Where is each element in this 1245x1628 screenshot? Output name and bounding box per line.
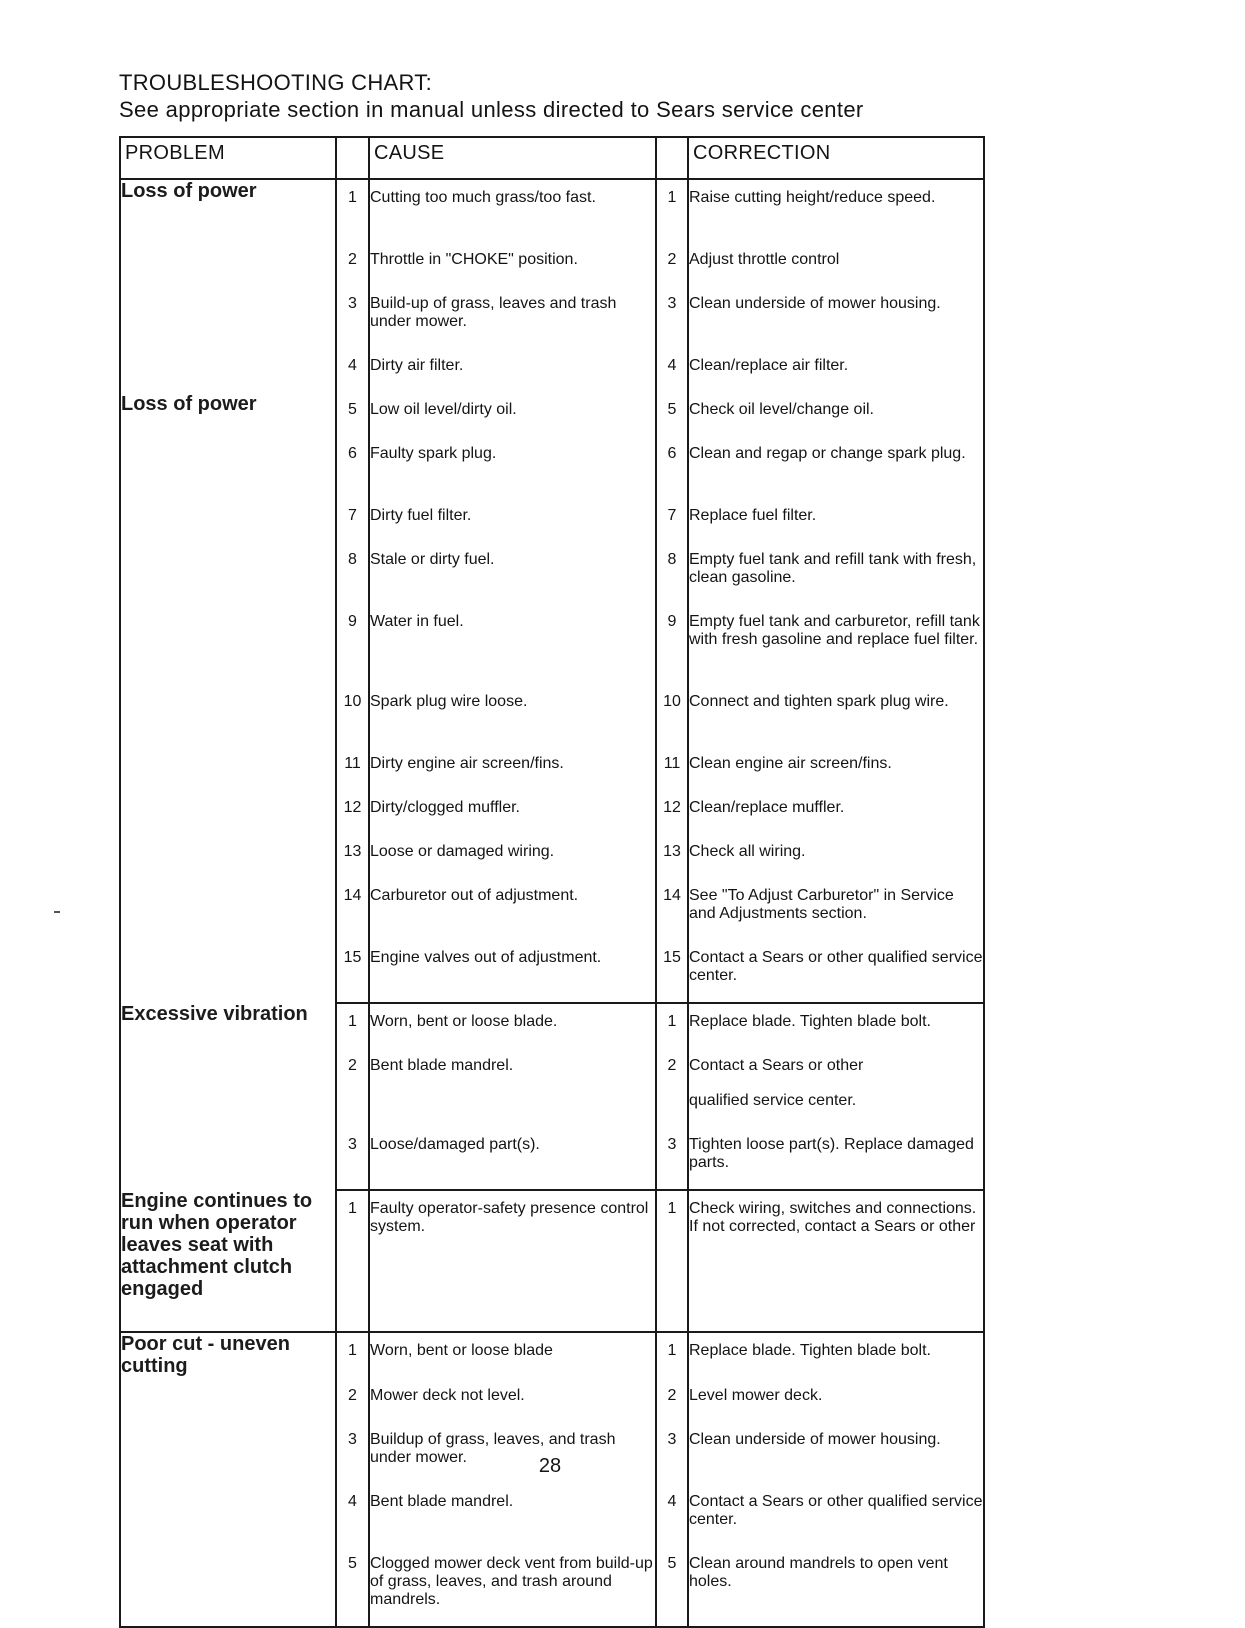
correction-number: 2 xyxy=(656,1378,688,1422)
cause-text: Loose or damaged wiring. xyxy=(369,834,656,878)
header-correction: CORRECTION xyxy=(688,137,984,179)
cause-number: 1 xyxy=(336,1003,369,1048)
cause-number: 7 xyxy=(336,498,369,542)
cause-number: 2 xyxy=(336,1048,369,1127)
cause-text: Mower deck not level. xyxy=(369,1378,656,1422)
correction-line: Check all wiring. xyxy=(689,843,806,860)
cause-text: Faulty operator-safety presence control system. xyxy=(369,1190,656,1332)
correction-text xyxy=(688,179,984,242)
correction-text xyxy=(688,1048,984,1127)
correction-line: Contact a Sears or other qualified service center. xyxy=(689,949,983,984)
correction-text xyxy=(688,542,984,604)
correction-line: Check wiring, switches and connections. If not corrected, contact a Sears or other xyxy=(689,1200,977,1235)
correction-line: Replace blade. Tighten blade bolt. xyxy=(689,1342,931,1359)
correction-number: 15 xyxy=(656,940,688,1003)
correction-text xyxy=(688,746,984,790)
cause-number: 3 xyxy=(336,1422,369,1484)
correction-text xyxy=(688,1378,984,1422)
correction-number: 4 xyxy=(656,348,688,392)
cause-text: Dirty fuel filter. xyxy=(369,498,656,542)
correction-line: Empty fuel tank and carburetor, refill tank with fresh gasoline and replace fuel filter. xyxy=(689,613,980,648)
problem-label: Poor cut - uneven cutting xyxy=(121,1333,290,1377)
table-row xyxy=(120,179,984,242)
correction-line: Clean/replace muffler. xyxy=(689,799,845,816)
correction-line: Contact a Sears or other xyxy=(689,1057,864,1074)
cause-text: Water in fuel. xyxy=(369,604,656,684)
troubleshooting-table xyxy=(119,136,985,1628)
cause-text: Stale or dirty fuel. xyxy=(369,542,656,604)
header-cause-number xyxy=(336,137,369,179)
cause-number: 1 xyxy=(336,179,369,242)
cause-number: 14 xyxy=(336,878,369,940)
table-row xyxy=(120,1003,984,1048)
cause-text: Faulty spark plug. xyxy=(369,436,656,498)
cause-text: Engine valves out of adjustment. xyxy=(369,940,656,1003)
cause-number: 8 xyxy=(336,542,369,604)
correction-line: Connect and tighten spark plug wire. xyxy=(689,693,949,710)
correction-line: Clean underside of mower housing. xyxy=(689,295,941,312)
correction-number: 3 xyxy=(656,1422,688,1484)
correction-line: Clean underside of mower housing. xyxy=(689,1431,941,1448)
problem-cell xyxy=(120,1003,336,1190)
problem-label: Loss of power xyxy=(121,180,257,202)
correction-number: 8 xyxy=(656,542,688,604)
correction-number: 1 xyxy=(656,1332,688,1378)
cause-text: Worn, bent or loose blade xyxy=(369,1332,656,1378)
table-row xyxy=(120,1190,984,1332)
cause-text: Loose/damaged part(s). xyxy=(369,1127,656,1190)
stray-mark xyxy=(54,911,60,913)
correction-text xyxy=(688,498,984,542)
correction-text xyxy=(688,790,984,834)
correction-line: Adjust throttle control xyxy=(689,251,840,268)
cause-number: 11 xyxy=(336,746,369,790)
cause-number: 2 xyxy=(336,242,369,286)
problem-label: Excessive vibration xyxy=(121,1003,308,1025)
correction-number: 7 xyxy=(656,498,688,542)
correction-number: 5 xyxy=(656,392,688,436)
cause-number: 5 xyxy=(336,1546,369,1627)
correction-text xyxy=(688,834,984,878)
cause-text: Low oil level/dirty oil. xyxy=(369,392,656,436)
correction-line: See "To Adjust Carburetor" in Service and Adjustments section. xyxy=(689,887,954,922)
correction-line: Clean around mandrels to open vent holes. xyxy=(689,1555,948,1590)
correction-line: Tighten loose part(s). Replace damaged parts. xyxy=(689,1136,974,1171)
correction-text xyxy=(688,1546,984,1627)
correction-line-extra: qualified service center. xyxy=(689,1092,857,1109)
cause-text: Dirty air filter. xyxy=(369,348,656,392)
correction-number: 6 xyxy=(656,436,688,498)
cause-number: 4 xyxy=(336,348,369,392)
correction-text xyxy=(688,1190,984,1332)
correction-number: 1 xyxy=(656,179,688,242)
problem-cell xyxy=(120,1190,336,1332)
chart-title: TROUBLESHOOTING CHART: xyxy=(119,70,433,95)
correction-line: Contact a Sears or other qualified service center. xyxy=(689,1493,983,1528)
cause-number: 1 xyxy=(336,1190,369,1332)
correction-number: 5 xyxy=(656,1546,688,1627)
chart-subtitle: See appropriate section in manual unless directed to Sears service center xyxy=(119,97,864,122)
problem-cell xyxy=(120,179,336,1003)
cause-number: 6 xyxy=(336,436,369,498)
correction-text xyxy=(688,242,984,286)
correction-text xyxy=(688,1484,984,1546)
cause-number: 1 xyxy=(336,1332,369,1378)
cause-number: 4 xyxy=(336,1484,369,1546)
cause-text: Dirty engine air screen/fins. xyxy=(369,746,656,790)
cause-text: Carburetor out of adjustment. xyxy=(369,878,656,940)
cause-text: Build-up of grass, leaves and trash under mower. xyxy=(369,286,656,348)
cause-number: 12 xyxy=(336,790,369,834)
cause-text: Throttle in "CHOKE" position. xyxy=(369,242,656,286)
correction-text xyxy=(688,684,984,746)
cause-number: 3 xyxy=(336,286,369,348)
cause-text: Bent blade mandrel. xyxy=(369,1484,656,1546)
correction-number: 3 xyxy=(656,1127,688,1190)
correction-number: 11 xyxy=(656,746,688,790)
correction-line: Clean engine air screen/fins. xyxy=(689,755,892,772)
cause-text: Clogged mower deck vent from build-up of grass, leaves, and trash around mandrels. xyxy=(369,1546,656,1627)
correction-number: 3 xyxy=(656,286,688,348)
problem-label: Engine continues to run when operator leaves seat with attachment clutch engaged xyxy=(121,1190,313,1300)
cause-number: 15 xyxy=(336,940,369,1003)
correction-text xyxy=(688,1003,984,1048)
cause-text: Cutting too much grass/too fast. xyxy=(369,179,656,242)
cause-number: 10 xyxy=(336,684,369,746)
correction-line: Clean and regap or change spark plug. xyxy=(689,445,966,462)
correction-text xyxy=(688,348,984,392)
correction-text xyxy=(688,392,984,436)
cause-text: Bent blade mandrel. xyxy=(369,1048,656,1127)
cause-number: 2 xyxy=(336,1378,369,1422)
correction-line: Replace blade. Tighten blade bolt. xyxy=(689,1013,931,1030)
cause-number: 9 xyxy=(336,604,369,684)
cause-text: Dirty/clogged muffler. xyxy=(369,790,656,834)
correction-line: Raise cutting height/reduce speed. xyxy=(689,189,936,206)
correction-line: Check oil level/change oil. xyxy=(689,401,874,418)
header-cause: CAUSE xyxy=(369,137,656,179)
header-correction-number xyxy=(656,137,688,179)
correction-text xyxy=(688,940,984,1003)
correction-text xyxy=(688,436,984,498)
cause-text: Worn, bent or loose blade. xyxy=(369,1003,656,1048)
table-row xyxy=(120,1332,984,1378)
correction-text xyxy=(688,878,984,940)
cause-number: 3 xyxy=(336,1127,369,1190)
correction-line: Level mower deck. xyxy=(689,1387,823,1404)
page-number: 28 xyxy=(538,1455,562,1477)
correction-text xyxy=(688,286,984,348)
correction-number: 13 xyxy=(656,834,688,878)
correction-number: 10 xyxy=(656,684,688,746)
correction-text xyxy=(688,1332,984,1378)
problem-cell xyxy=(120,1332,336,1627)
correction-number: 12 xyxy=(656,790,688,834)
cause-number: 13 xyxy=(336,834,369,878)
correction-number: 1 xyxy=(656,1190,688,1332)
correction-line: Replace fuel filter. xyxy=(689,507,817,524)
cause-number: 5 xyxy=(336,392,369,436)
correction-number: 2 xyxy=(656,242,688,286)
correction-line: Empty fuel tank and refill tank with fresh, clean gasoline. xyxy=(689,551,977,586)
cause-text: Buildup of grass, leaves, and trash under mower. xyxy=(369,1422,656,1484)
cause-text: Spark plug wire loose. xyxy=(369,684,656,746)
correction-text xyxy=(688,604,984,684)
correction-text xyxy=(688,1127,984,1190)
correction-number: 14 xyxy=(656,878,688,940)
table-header-row xyxy=(120,137,984,179)
problem-label-repeat: Loss of power xyxy=(121,393,257,415)
correction-number: 1 xyxy=(656,1003,688,1048)
header-problem: PROBLEM xyxy=(120,137,336,179)
correction-line: Clean/replace air filter. xyxy=(689,357,849,374)
correction-number: 4 xyxy=(656,1484,688,1546)
correction-number: 9 xyxy=(656,604,688,684)
correction-number: 2 xyxy=(656,1048,688,1127)
